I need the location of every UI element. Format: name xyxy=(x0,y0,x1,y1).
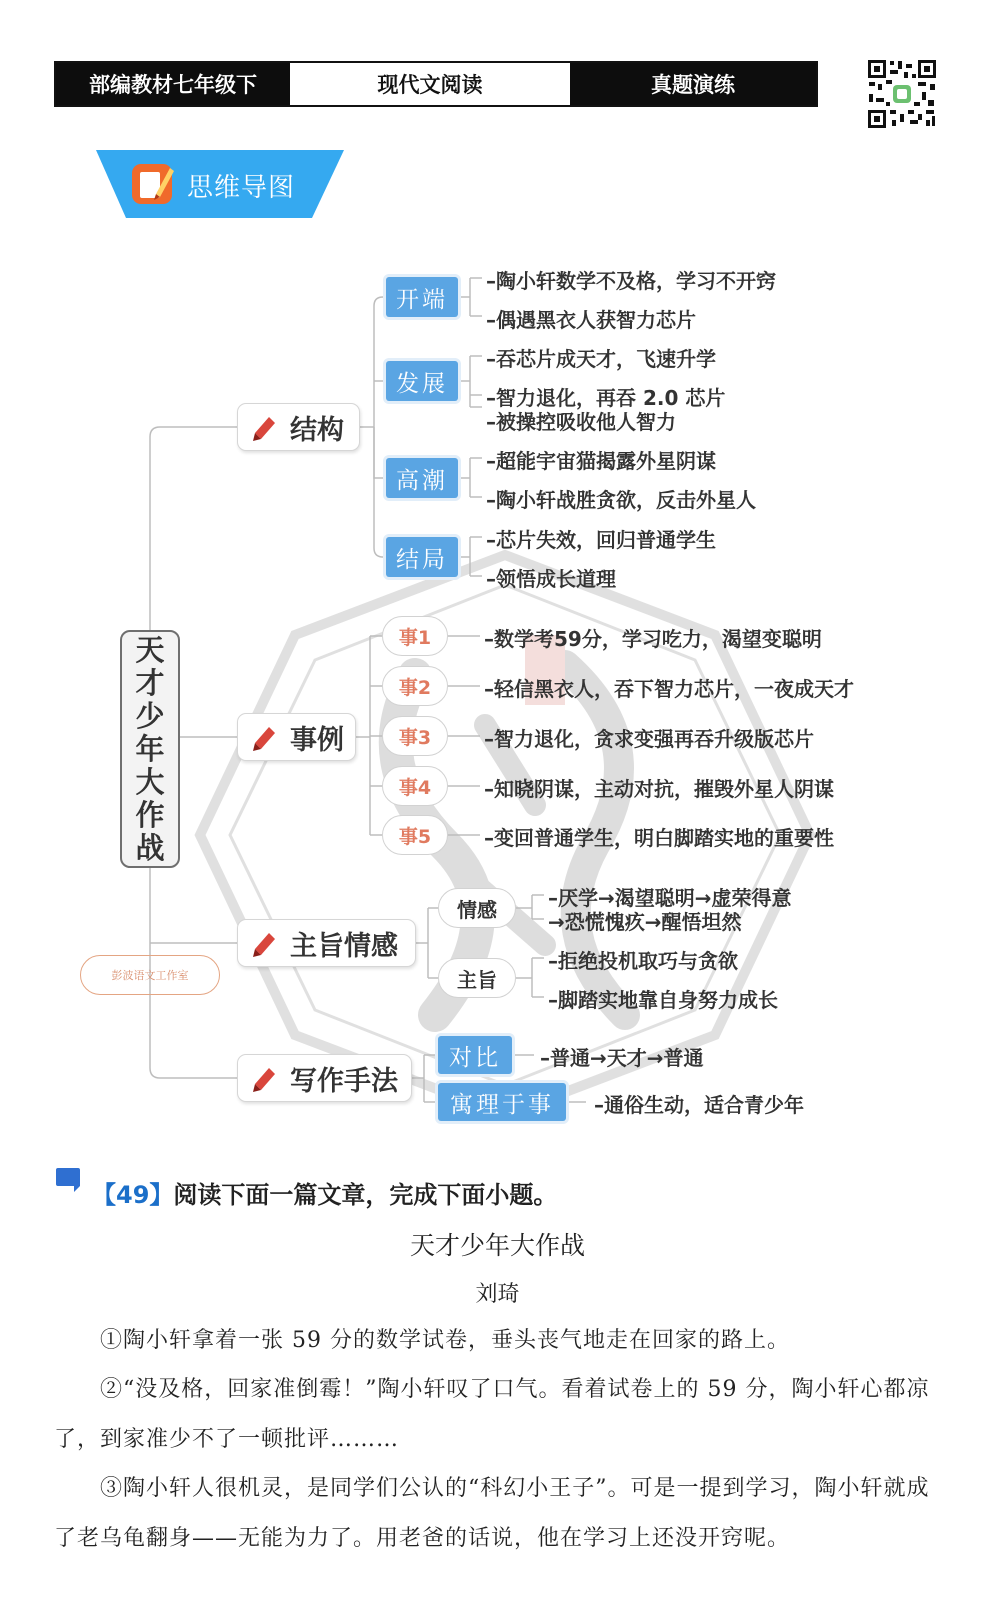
event-text: –知晓阴谋，主动对抗，摧毁外星人阴谋 xyxy=(484,777,834,801)
studio-stamp: 彭波语文工作室 xyxy=(80,955,220,995)
branch-theme-label: 主旨情感 xyxy=(290,930,398,962)
question-prompt: 阅读下面一篇文章，完成下面小题。 xyxy=(173,1181,558,1209)
question-line xyxy=(92,1175,557,1210)
branch-writing-label: 写作手法 xyxy=(290,1065,398,1097)
stage-point: –偶遇黑衣人获智力芯片 xyxy=(486,308,696,332)
article-paragraph: ③陶小轩人很机灵，是同学们公认的“科幻小王子”。可是一提到学习，陶小轩就成了老乌龟翻身——无能为力了。用老爸的话说，他在学习上还没开窍呢。 xyxy=(54,1476,930,1551)
root-title: 天才少年大作战 xyxy=(135,632,165,865)
stage-point: –吞芯片成天才，飞速升学 xyxy=(486,347,716,371)
mind-map-root xyxy=(120,630,180,868)
branch-structure-label: 结构 xyxy=(290,414,344,446)
technique-box: 寓理于事 xyxy=(438,1083,566,1121)
stage-point: –陶小轩数学不及格，学习不开窍 xyxy=(486,269,776,293)
pencil-icon xyxy=(250,413,278,441)
header-grade: 部编教材七年级下 xyxy=(56,63,290,105)
theme-main-line: –拒绝投机取巧与贪欲 xyxy=(548,949,738,973)
theme-emotion-line: →恐慌愧疚→醒悟坦然 xyxy=(548,910,742,934)
stage-point: –智力退化，再吞 2.0 芯片 xyxy=(486,386,726,410)
event-text: –变回普通学生，明白脚踏实地的重要性 xyxy=(484,826,834,850)
stage-box: 高潮 xyxy=(386,458,458,498)
event-tag: 事2 xyxy=(382,666,448,706)
stage-point: –领悟成长道理 xyxy=(486,567,616,591)
theme-emotion-line: –厌学→渴望聪明→虚荣得意 xyxy=(548,886,792,910)
stage-point: –超能宇宙猫揭露外星阴谋 xyxy=(486,449,716,473)
branch-events-label: 事例 xyxy=(290,724,344,756)
stage-box: 发展 xyxy=(386,361,458,401)
technique-text: –普通→天才→普通 xyxy=(540,1046,704,1070)
stage-point: –陶小轩战胜贪欲，反击外星人 xyxy=(486,488,756,512)
pencil-icon xyxy=(250,723,278,751)
stage-point: –被操控吸收他人智力 xyxy=(486,410,676,434)
event-tag: 事5 xyxy=(382,815,448,855)
event-text: –数学考59分，学习吃力，渴望变聪明 xyxy=(484,627,822,651)
theme-main-tag: 主旨 xyxy=(438,958,516,998)
branch-events xyxy=(237,713,356,761)
article-paragraph: ②“没及格，回家准倒霉！”陶小轩叹了口气。看着试卷上的 59 分，陶小轩心都凉了，到家准少不了一顿批评……… xyxy=(54,1377,930,1452)
header-section: 真题演练 xyxy=(570,63,816,105)
event-text: –智力退化，贪求变强再吞升级版芯片 xyxy=(484,727,814,751)
event-text: –轻信黑衣人，吞下智力芯片，一夜成天才 xyxy=(484,677,854,701)
bookmark-icon xyxy=(54,1166,82,1194)
theme-emotion-tag: 情感 xyxy=(438,888,516,928)
technique-text: –通俗生动，适合青少年 xyxy=(594,1093,804,1117)
question-number: 【49】 xyxy=(92,1181,174,1209)
header-subject: 现代文阅读 xyxy=(290,63,570,105)
technique-box: 对比 xyxy=(438,1036,512,1074)
stage-box: 结局 xyxy=(386,537,458,577)
article-author: 刘琦 xyxy=(475,1282,520,1307)
banner-title: 思维导图 xyxy=(187,173,296,203)
article-title: 天才少年大作战 xyxy=(409,1231,585,1260)
branch-structure xyxy=(237,403,360,451)
stage-point: –芯片失效，回归普通学生 xyxy=(486,528,716,552)
stage-box: 开端 xyxy=(386,277,458,317)
branch-writing xyxy=(237,1054,412,1102)
event-tag: 事1 xyxy=(382,616,448,656)
branch-theme xyxy=(237,919,416,967)
article-paragraph: ①陶小轩拿着一张 59 分的数学试卷，垂头丧气地走在回家的路上。 xyxy=(100,1328,790,1353)
pencil-icon xyxy=(250,929,278,957)
theme-main-line: –脚踏实地靠自身努力成长 xyxy=(548,988,778,1012)
pencil-icon xyxy=(250,1064,278,1092)
event-tag: 事4 xyxy=(382,766,448,806)
event-tag: 事3 xyxy=(382,716,448,756)
